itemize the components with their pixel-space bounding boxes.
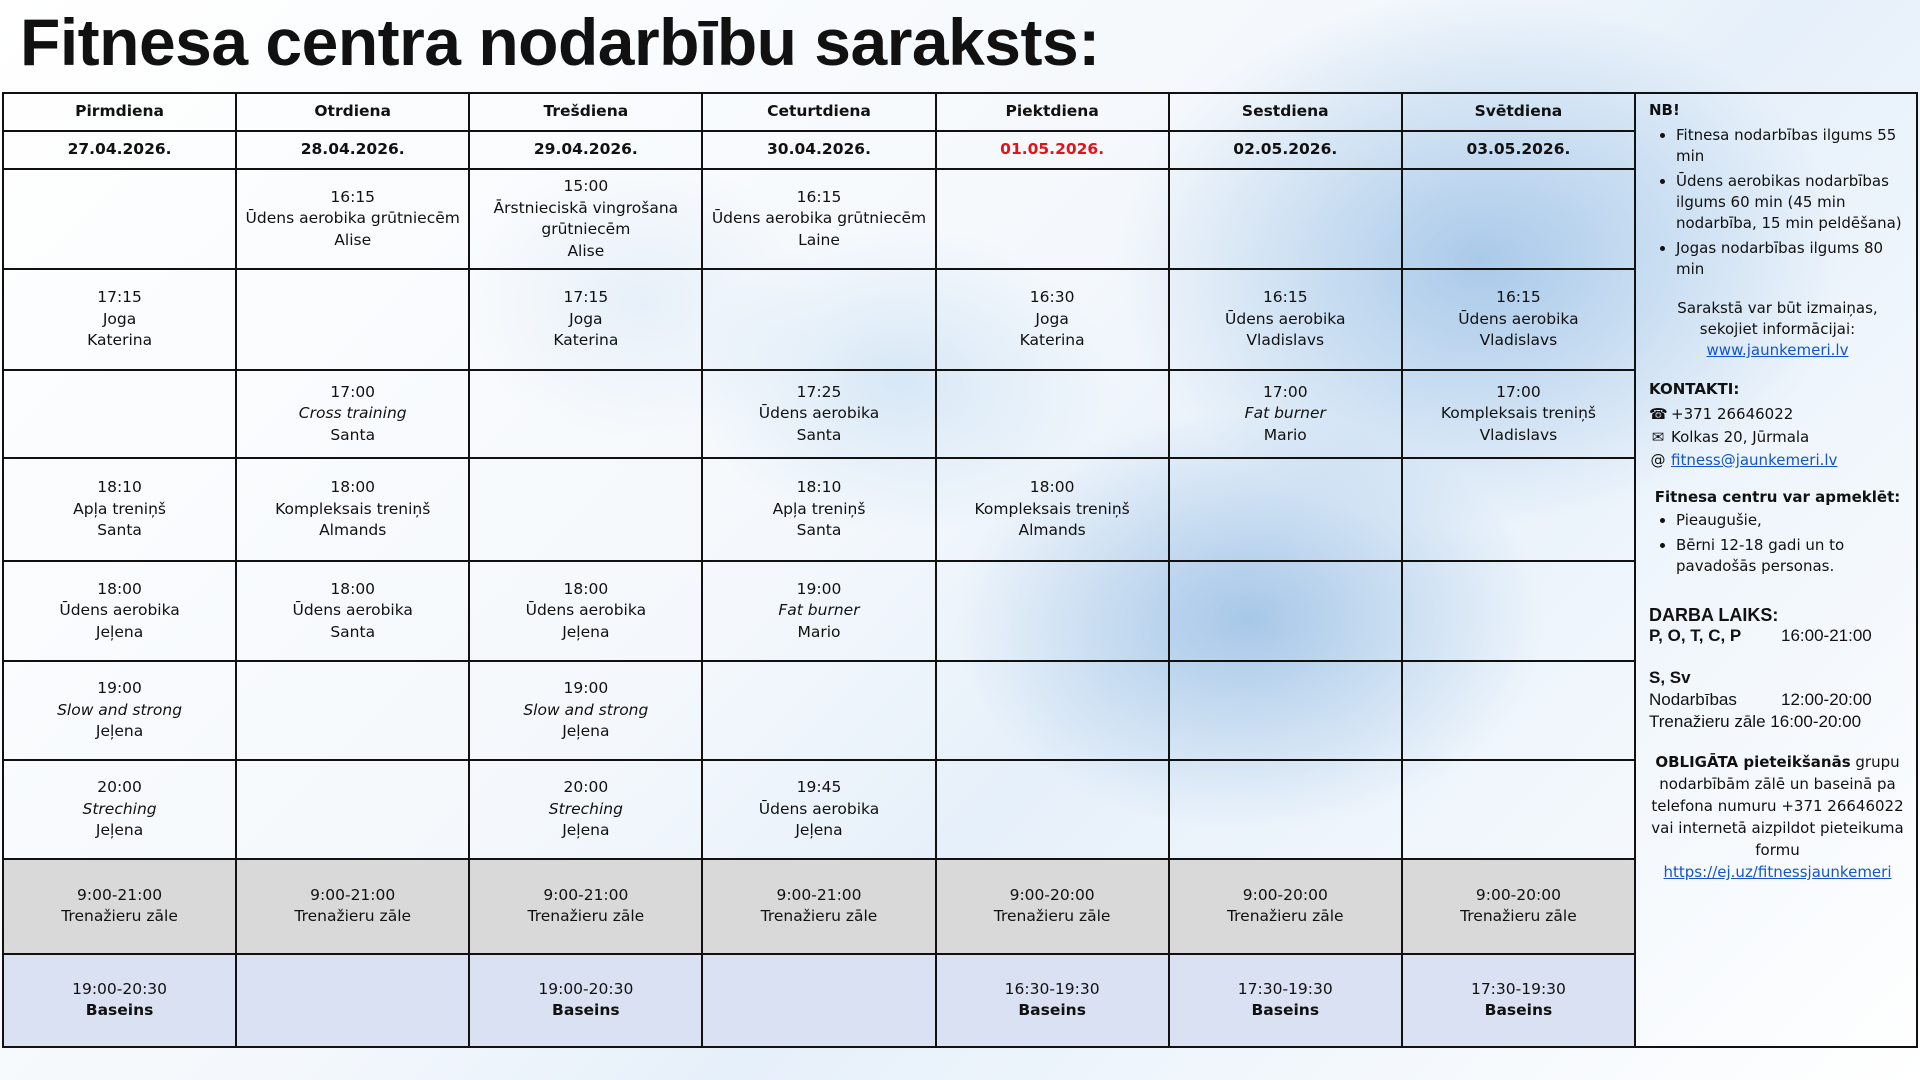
class-name: Streching: [548, 799, 623, 818]
hours-place: Baseins: [1251, 1001, 1320, 1020]
class-trainer: Alise: [567, 241, 605, 260]
class-cell: [236, 561, 469, 661]
schedule-row: [3, 269, 1635, 369]
class-time: 18:00: [563, 579, 609, 598]
empty-cell: [236, 760, 469, 860]
hours-range: 9:00-20:00: [1475, 885, 1561, 904]
pool-hours-row: [3, 954, 1635, 1047]
class-time: 17:15: [563, 288, 609, 307]
hours-range: 9:00-21:00: [543, 885, 629, 904]
pool-hours-cell: [3, 954, 236, 1047]
class-time: 18:00: [330, 579, 376, 598]
hours-place: Baseins: [552, 1001, 620, 1020]
hours-place: Trenažieru zāle: [294, 907, 412, 926]
class-time: 16:15: [796, 187, 842, 206]
contacts-heading: KONTAKTI:: [1649, 380, 1740, 398]
class-cell: [702, 561, 935, 661]
class-cell: [3, 760, 236, 860]
class-trainer: Vladislavs: [1246, 331, 1325, 350]
contact-email: [1649, 450, 1906, 471]
class-cell: [702, 370, 935, 458]
hours-place: Trenažieru zāle: [1226, 907, 1344, 926]
contact-address: [1649, 427, 1906, 448]
class-name: Joga: [569, 309, 603, 328]
class-time: 18:10: [97, 478, 142, 497]
phone-number: +371 26646022: [1671, 405, 1794, 423]
class-name: Apļa treniņš: [772, 499, 866, 518]
class-time: 17:15: [97, 288, 142, 307]
class-name: Apļa treniņš: [73, 499, 166, 518]
empty-cell: [702, 661, 935, 759]
empty-cell: [702, 269, 935, 369]
days-row: [3, 93, 1635, 131]
class-cell: [469, 269, 702, 369]
class-name: Ūdens aerobika grūtniecēm: [245, 209, 460, 228]
date-header: 02.05.2026.: [1169, 131, 1402, 169]
schedule-row: [3, 169, 1635, 269]
gym-hours-cell: [936, 859, 1169, 953]
class-name: Kompleksais treniņš: [974, 499, 1130, 518]
empty-cell: [1169, 458, 1402, 560]
class-time: 18:00: [97, 579, 142, 598]
class-trainer: Vladislavs: [1479, 425, 1558, 444]
class-name: Fat burner: [1244, 404, 1326, 423]
hours-range: 19:00-20:30: [72, 979, 168, 998]
empty-cell: [1402, 169, 1635, 269]
class-time: 16:15: [1496, 288, 1541, 307]
class-name: Fat burner: [778, 601, 860, 620]
empty-cell: [3, 169, 236, 269]
gym-hours-row: [3, 859, 1635, 953]
empty-cell: [702, 954, 935, 1047]
weekend-label: S, Sv: [1649, 668, 1691, 687]
class-time: 18:00: [1029, 478, 1075, 497]
empty-cell: [1402, 561, 1635, 661]
gym-weekend-hours: [1649, 711, 1906, 733]
empty-cell: [936, 760, 1169, 860]
visit-list: [1649, 510, 1906, 577]
class-trainer: Santa: [330, 622, 376, 641]
class-trainer: Santa: [97, 521, 142, 540]
gym-hours-cell: [1402, 859, 1635, 953]
schedule-table: [2, 92, 1636, 1048]
class-name: Ūdens aerobika grūtniecēm: [711, 209, 927, 228]
nb-item: • Fitnesa nodarbības ilgums 55 min: [1676, 125, 1906, 167]
hours-range: 9:00-21:00: [77, 885, 163, 904]
address-text: Kolkas 20, Jūrmala: [1671, 428, 1810, 446]
classes-value: 12:00-20:00: [1781, 690, 1872, 709]
hours-place: Trenažieru zāle: [1460, 907, 1577, 926]
class-cell: [1169, 370, 1402, 458]
hours-place: Trenažieru zāle: [527, 907, 645, 926]
class-time: 17:25: [796, 382, 842, 401]
class-trainer: Santa: [796, 425, 842, 444]
class-name: Ūdens aerobika: [758, 799, 880, 818]
schedule-row: [3, 661, 1635, 759]
class-cell: [702, 760, 935, 860]
class-cell: [469, 661, 702, 759]
changes-note: [1649, 298, 1906, 361]
gym-hours-cell: [3, 859, 236, 953]
class-time: 19:45: [796, 778, 842, 797]
schedule-row: [3, 760, 1635, 860]
day-header: Sestdiena: [1169, 93, 1402, 131]
empty-cell: [3, 370, 236, 458]
nb-item: • Ūdens aerobikas nodarbības ilgums 60 min (45 min nodarbība, 15 min peldēšana): [1676, 171, 1906, 234]
class-cell: [3, 561, 236, 661]
class-name: Ūdens aerobika: [525, 601, 647, 620]
class-name: Cross training: [298, 404, 407, 423]
hours-range: 16:30-19:30: [1004, 979, 1100, 998]
date-header-holiday: 01.05.2026.: [936, 131, 1169, 169]
empty-cell: [236, 954, 469, 1047]
empty-cell: [936, 370, 1169, 458]
class-cell: [1402, 269, 1635, 369]
class-cell: [702, 458, 935, 560]
class-trainer: Vladislavs: [1479, 331, 1558, 350]
registration-bold: OBLIGĀTA pieteikšanās: [1655, 753, 1851, 771]
hours-range: 17:30-19:30: [1470, 979, 1566, 998]
class-time: 19:00: [563, 679, 609, 698]
pool-hours-cell: [1402, 954, 1635, 1047]
class-cell: [469, 760, 702, 860]
hours-place: Baseins: [1018, 1001, 1086, 1020]
phone-icon: ☎: [1649, 405, 1668, 423]
class-trainer: Katerina: [1019, 331, 1085, 350]
visit-item: • Bērni 12-18 gadi un to pavadošās personas.: [1676, 535, 1906, 577]
empty-cell: [469, 370, 702, 458]
class-trainer: Katerina: [553, 331, 619, 350]
day-header: Ceturtdiena: [702, 93, 935, 131]
hours-place: Baseins: [1484, 1001, 1553, 1020]
work-hours-heading: DARBA LAIKS:: [1649, 605, 1779, 625]
class-cell: [3, 269, 236, 369]
hours-range: 9:00-21:00: [310, 885, 396, 904]
empty-cell: [1402, 760, 1635, 860]
class-trainer: Almands: [1018, 521, 1086, 540]
class-time: 19:00: [796, 579, 842, 598]
day-header: Trešdiena: [469, 93, 702, 131]
dates-row: [3, 131, 1635, 169]
nb-item: • Jogas nodarbības ilgums 80 min: [1676, 238, 1906, 280]
class-cell: [3, 661, 236, 759]
hours-range: 19:00-20:30: [538, 979, 634, 998]
class-cell: [1402, 370, 1635, 458]
class-trainer: Jeļena: [562, 821, 610, 840]
pool-hours-cell: [469, 954, 702, 1047]
hours-place: Trenažieru zāle: [760, 907, 878, 926]
class-name: Ārstnieciskā vingrošana grūtniecēm: [493, 198, 679, 239]
class-cell: [936, 458, 1169, 560]
schedule-row: [3, 458, 1635, 560]
class-name: Ūdens aerobika: [59, 601, 180, 620]
class-trainer: Jeļena: [95, 821, 144, 840]
class-cell: [469, 169, 702, 269]
nb-heading: NB!: [1649, 101, 1680, 119]
class-time: 17:00: [1496, 382, 1541, 401]
class-cell: [236, 458, 469, 560]
hours-range: 9:00-20:00: [1242, 885, 1328, 904]
class-name: Ūdens aerobika: [1225, 309, 1346, 328]
class-time: 16:30: [1029, 288, 1075, 307]
class-cell: [936, 269, 1169, 369]
work-hours: [1649, 625, 1906, 733]
date-header: 30.04.2026.: [702, 131, 935, 169]
date-header: 28.04.2026.: [236, 131, 469, 169]
class-time: 20:00: [563, 778, 609, 797]
class-time: 18:10: [796, 478, 842, 497]
class-trainer: Jeļena: [95, 622, 144, 641]
empty-cell: [1402, 661, 1635, 759]
date-header: 03.05.2026.: [1402, 131, 1635, 169]
nb-list: [1649, 125, 1906, 280]
empty-cell: [936, 661, 1169, 759]
hours-range: 9:00-20:00: [1009, 885, 1095, 904]
class-name: Ūdens aerobika: [1458, 309, 1579, 328]
class-trainer: Laine: [798, 230, 840, 249]
class-trainer: Jeļena: [562, 622, 610, 641]
gym-hours-cell: [702, 859, 935, 953]
class-trainer: Jeļena: [795, 821, 843, 840]
page-title: Fitnesa centra nodarbību saraksts:: [20, 5, 1100, 79]
info-sidebar: [1636, 92, 1918, 1048]
empty-cell: [236, 661, 469, 759]
empty-cell: [469, 458, 702, 560]
gym-hours-cell: [469, 859, 702, 953]
class-trainer: Alise: [334, 230, 372, 249]
envelope-icon: ✉: [1651, 428, 1665, 446]
class-time: 16:15: [1262, 288, 1308, 307]
registration-form-link[interactable]: https://ej.uz/fitnessjaunkemeri: [1663, 863, 1892, 881]
class-trainer: Santa: [330, 425, 376, 444]
class-trainer: Jeļena: [562, 722, 610, 741]
class-name: Joga: [1035, 309, 1069, 328]
empty-cell: [1169, 561, 1402, 661]
email-link[interactable]: fitness@jaunkemeri.lv: [1671, 451, 1838, 469]
website-link[interactable]: www.jaunkemeri.lv: [1706, 341, 1849, 359]
class-name: Kompleksais treniņš: [275, 499, 431, 518]
hours-range: 9:00-21:00: [776, 885, 862, 904]
class-trainer: Jeļena: [95, 722, 144, 741]
class-time: 18:00: [330, 478, 376, 497]
class-time: 17:00: [1262, 382, 1308, 401]
registration-text: grupu nodarbībām zālē un baseinā pa telefona numuru +371 26646022 vai internetā aizpildot pieteikuma formu: [1651, 753, 1904, 859]
hours-place: Trenažieru zāle: [993, 907, 1111, 926]
day-header: Otrdiena: [236, 93, 469, 131]
gym-label: Trenažieru zāle: [1649, 712, 1766, 731]
class-cell: [702, 169, 935, 269]
class-name: Ūdens aerobika: [292, 601, 413, 620]
class-cell: [1169, 269, 1402, 369]
class-trainer: Mario: [1263, 425, 1307, 444]
date-header: 27.04.2026.: [3, 131, 236, 169]
class-time: 16:15: [330, 187, 376, 206]
changes-text: Sarakstā var būt izmaiņas, sekojiet informācijai:: [1677, 299, 1878, 338]
class-name: Kompleksais treniņš: [1440, 404, 1597, 423]
empty-cell: [936, 169, 1169, 269]
empty-cell: [1169, 760, 1402, 860]
day-header: Pirmdiena: [3, 93, 236, 131]
class-cell: [236, 370, 469, 458]
empty-cell: [1402, 458, 1635, 560]
class-trainer: Katerina: [87, 331, 153, 350]
day-header: Piektdiena: [936, 93, 1169, 131]
class-name: Joga: [102, 309, 137, 328]
weekday-hours: [1649, 625, 1906, 647]
class-cell: [3, 458, 236, 560]
day-header: Svētdiena: [1402, 93, 1635, 131]
hours-place: Baseins: [85, 1001, 154, 1020]
gym-hours-cell: [1169, 859, 1402, 953]
class-name: Streching: [82, 799, 157, 818]
class-time: 17:00: [330, 382, 376, 401]
visit-item: • Pieaugušie,: [1676, 510, 1906, 531]
schedule-row: [3, 370, 1635, 458]
pool-hours-cell: [1169, 954, 1402, 1047]
hours-range: 17:30-19:30: [1237, 979, 1333, 998]
class-cell: [236, 169, 469, 269]
class-time: 20:00: [97, 778, 142, 797]
pool-hours-cell: [936, 954, 1169, 1047]
at-icon: @: [1650, 451, 1666, 469]
registration-note: [1649, 751, 1906, 883]
empty-cell: [936, 561, 1169, 661]
empty-cell: [1169, 169, 1402, 269]
class-trainer: Almands: [319, 521, 387, 540]
classes-label: Nodarbības: [1649, 690, 1737, 709]
hours-place: Trenažieru zāle: [61, 907, 178, 926]
empty-cell: [236, 269, 469, 369]
weekday-value: 16:00-21:00: [1781, 626, 1872, 645]
class-trainer: Santa: [796, 521, 842, 540]
class-name: Slow and strong: [523, 700, 649, 719]
schedule-row: [3, 561, 1635, 661]
gym-value: 16:00-20:00: [1770, 712, 1862, 731]
class-time: 15:00: [563, 177, 609, 196]
empty-cell: [1169, 661, 1402, 759]
class-name: Slow and strong: [57, 700, 183, 719]
visit-heading: Fitnesa centru var apmeklēt:: [1654, 488, 1901, 506]
class-cell: [469, 561, 702, 661]
gym-hours-cell: [236, 859, 469, 953]
class-trainer: Mario: [797, 622, 841, 641]
weekday-label: P, O, T, C, P: [1649, 626, 1742, 645]
contact-phone: [1649, 404, 1906, 425]
classes-hours: [1649, 689, 1906, 711]
class-time: 19:00: [97, 679, 142, 698]
date-header: 29.04.2026.: [469, 131, 702, 169]
class-name: Ūdens aerobika: [758, 404, 880, 423]
